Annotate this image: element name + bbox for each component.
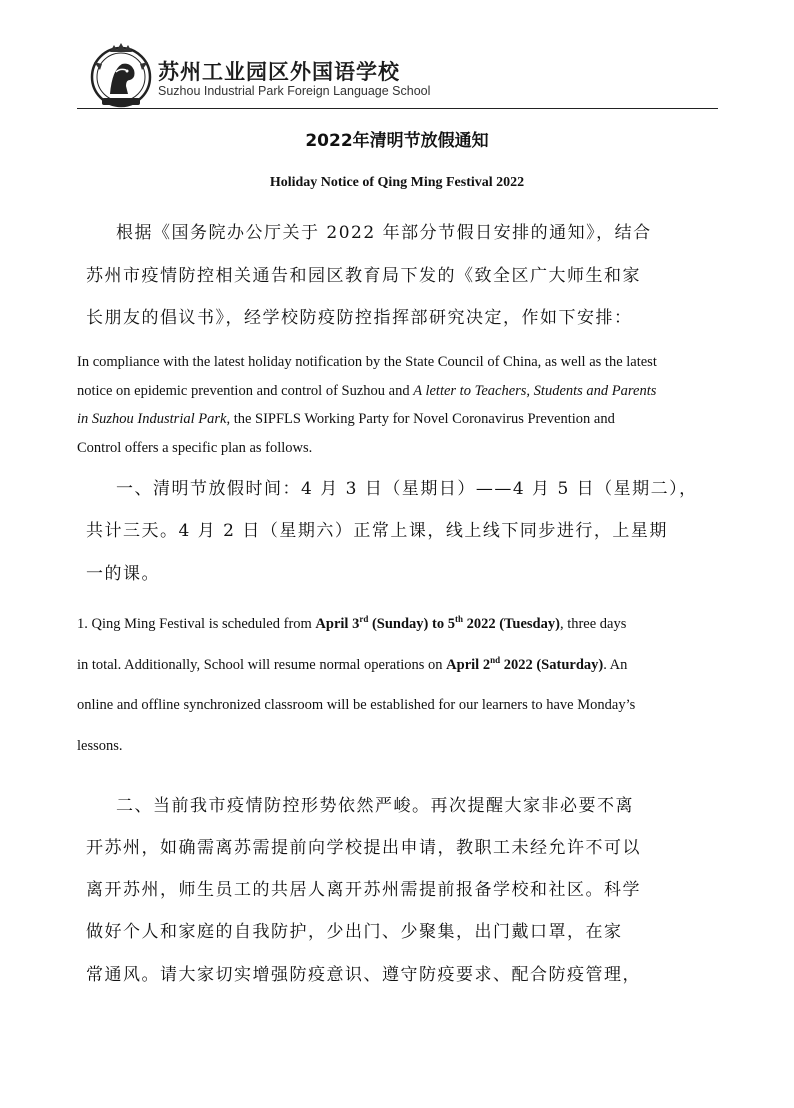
page-title-cn: 2022年清明节放假通知 [305, 131, 489, 151]
page-title-en: Holiday Notice of Qing Ming Festival 2022 [269, 175, 525, 190]
school-name-en: Suzhou Industrial Park Foreign Language School [158, 84, 431, 98]
item1-cn-line-3: 一的课。 [86, 564, 160, 584]
intro-cn-line-3: 长朋友的倡议书》，经学校防疫防控指挥部研究决定，作如下安排： [86, 308, 633, 328]
school-logo [86, 40, 156, 110]
school-name-cn: 苏州工业园区外国语学校 [158, 60, 400, 84]
item1-en-line-1: 1. Qing Ming Festival is scheduled from April 3rd (Sunday) to 5th 2022 (Tuesday), three days [77, 614, 627, 632]
page-header [86, 40, 726, 110]
intro-cn-line-1: 根据《国务院办公厅关于 2022 年部分节假日安排的通知》，结合 [116, 223, 652, 243]
intro-en-line-1: In compliance with the latest holiday notification by the State Council of China, as well as the latest [77, 354, 657, 370]
intro-cn-line-2: 苏州市疫情防控相关通告和园区教育局下发的《致全区广大师生和家 [86, 266, 641, 286]
item2-cn-line-2: 开苏州，如确需离苏需提前向学校提出申请，教职工未经允许不可以 [86, 838, 641, 858]
item2-cn-line-5: 常通风。请大家切实增强防疫意识、遵守防疫要求、配合防疫管理， [86, 965, 641, 985]
item1-en-line-4: lessons. [77, 738, 123, 754]
intro-en-line-4: Control offers a specific plan as follows. [77, 440, 313, 456]
item2-cn-line-4: 做好个人和家庭的自我防护，少出门、少聚集，出门戴口罩，在家 [86, 922, 623, 942]
item1-cn-line-2: 共计三天。4 月 2 日（星期六）正常上课，线上线下同步进行，上星期 [86, 521, 668, 541]
item2-cn-line-3: 离开苏州，师生员工的共居人离开苏州需提前报备学校和社区。科学 [86, 880, 641, 900]
intro-en-line-2: notice on epidemic prevention and control of Suzhou and A letter to Teachers, Students and Parents [77, 383, 657, 399]
item1-en-line-3: online and offline synchronized classroom will be established for our learners to have Monday’s [77, 697, 636, 713]
item1-en-line-2: in total. Additionally, School will resume normal operations on April 2nd 2022 (Saturday). An [77, 655, 628, 673]
header-divider [77, 108, 718, 109]
item2-cn-line-1: 二、当前我市疫情防控形势依然严峻。再次提醒大家非必要不离 [116, 796, 634, 816]
item1-cn-line-1: 一、清明节放假时间：4 月 3 日（星期日）——4 月 5 日（星期二）， [116, 479, 698, 499]
intro-en-line-3: in Suzhou Industrial Park, the SIPFLS Working Party for Novel Coronavirus Prevention and [77, 411, 615, 427]
